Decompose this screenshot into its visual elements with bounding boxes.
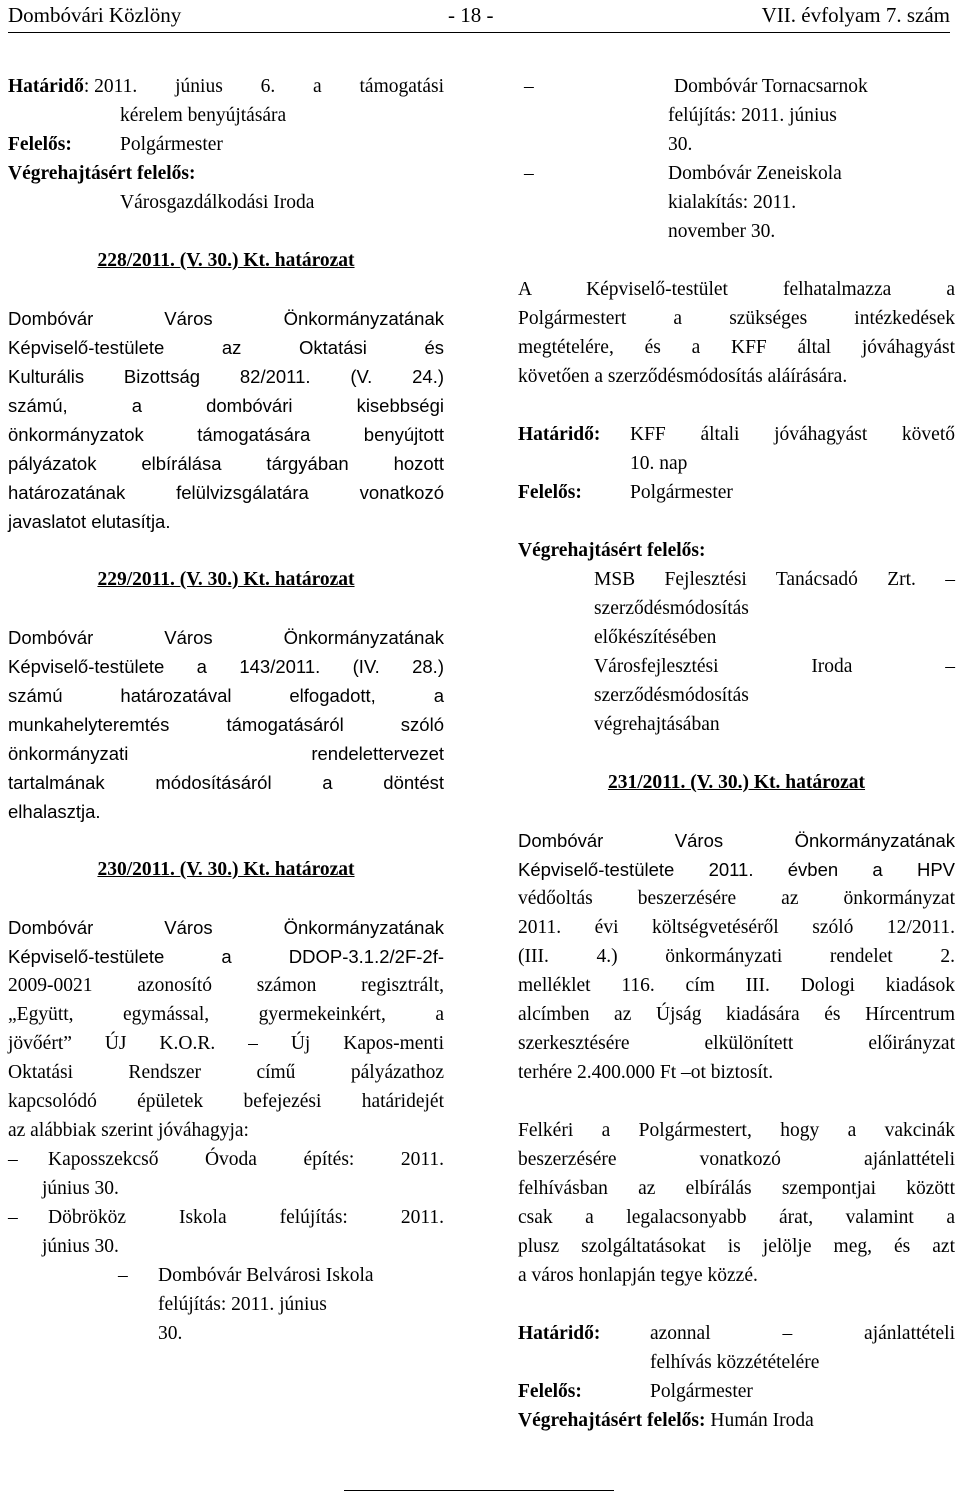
page-header xyxy=(8,0,950,33)
deadline-value: KFF általi jóváhagyást követő xyxy=(630,424,955,445)
resolution-231-heading: 231/2011. (V. 30.) Kt. határozat xyxy=(607,772,866,793)
responsible-value: Polgármester xyxy=(630,482,733,503)
right-column: – Dombóvár Tornacsarnok felújítás: 2011. június 30. – Dombóvár Zeneiskola kialakítás: 2011. november 30. A Képviselő-testület felhatalmazza a Polgármestert a szükséges intézkedések megtételére, és a KFF által jóváhagyást követően a szerződésmódosítás aláírására. Határidő: KFF általi jóváhagyást követő 10. nap Felelős: Polgármester Végrehajtásért felelős: MSB Fejlesztési Tanácsadó Zrt. – szerződésmódosítás előkészítésében Városfejlesztési Iroda – szerződésmódosítás végrehajtásában 231/2011. (V. 30.) Kt. határozat Dombóvár Város Önkormányzatának Képviselő-testülete 2011. évben a HPV védőoltás beszerzésére az önkormányzat 2011. évi költségvetéséről szóló 12/2011. (III. 4.) önkormányzati rendelet 2. melléklet 116. cím III. Dologi kiadások alcímben az Újság kiadására és Hírcentrum szerkesztésére elkülönített előirányzat terhére 2.400.000 Ft –ot biztosít. Felkéri a Polgármestert, hogy a vakcinák beszerzésére vonatkozó ajánlattételi felhívásban az elbírálás szempontjai között csak a legalacsonyabb árat, valamint a plusz szolgáltatásokat is jelölje meg, és azt a város honlapján tegye közzé. Határidő: azonnal – ajánlattételi felhívás közzétételére Felelős: Polgármester Végrehajtásért felelős: Humán Iroda xyxy=(518,72,955,1435)
responsible-label: Felelős: xyxy=(518,1381,582,1402)
authorization-paragraph: A Képviselő-testület felhatalmazza a Polgármestert a szükséges intézkedések megtételére, és a KFF által jóváhagyást követően a szerződésmódosítás aláírására. xyxy=(518,279,955,387)
execution-label: Végrehajtásért felelős: xyxy=(8,163,196,184)
responsible-row xyxy=(518,478,955,507)
responsible-label: Felelős: xyxy=(8,134,72,155)
resolution-231-body: Dombóvár Város Önkormányzatának Képviselő-testülete 2011. évben a HPV védőoltás beszerzésére az önkormányzat 2011. évi költségvetéséről szóló 12/2011. (III. 4.) önkormányzati rendelet 2. melléklet 116. cím III. Dologi kiadások alcímben az Újság kiadására és Hírcentrum szerkesztésére elkülönített előirányzat terhére 2.400.000 Ft –ot biztosít. xyxy=(518,830,955,1083)
deadline-value: azonnal – ajánlattételi xyxy=(650,1323,955,1344)
responsible-value: Polgármester xyxy=(650,1381,753,1402)
deadline-continuation: 10. nap xyxy=(630,453,688,474)
resolution-229-body: Dombóvár Város Önkormányzatának Képviselő-testülete a 143/2011. (IV. 28.) számú határozatával elfogadott, a munkahelyteremtés támogatásáról szóló önkormányzati rendelettervezet tartalmának módosításáról a döntést elhalasztja. xyxy=(8,627,444,822)
request-paragraph: Felkéri a Polgármestert, hogy a vakcinák beszerzésére vonatkozó ajánlattételi felhívásban az elbírálás szempontjai között csak a legalacsonyabb árat, valamint a plusz szolgáltatásokat is jelölje meg, és azt a város honlapján tegye közzé. xyxy=(518,1120,955,1286)
deadline-row xyxy=(518,420,955,449)
resolution-230-body: Dombóvár Város Önkormányzatának Képviselő-testülete a DDOP-3.1.2/2F-2f- 2009-0021 azonosító számon regisztrált, „Együtt, egymással, gyermekeinkért, a jövőért” ÚJ K.O.R. – Új Kapos-menti Oktatási Rendszer című pályázathoz kapcsolódó épületek befejezési határidejét az alábbiak szerint jóváhagyja: xyxy=(8,917,444,1141)
resolution-230-heading: 230/2011. (V. 30.) Kt. határozat xyxy=(97,859,355,880)
resolution-228-body: Dombóvár Város Önkormányzatának Képviselő-testülete az Oktatási és Kulturális Bizottság 82/2011. (V. 24.) számú, a dombóvári kisebbségi önkormányzatok támogatására benyújtott pályázatok elbírálása tárgyában hozott határozatának felülvizsgálatára vonatkozó javaslatot elutasítja. xyxy=(8,308,444,532)
deadline-continuation: kérelem benyújtására xyxy=(120,105,287,126)
deadline-value: 2011. június 6. a támogatási xyxy=(94,76,444,97)
publication-title: Dombóvári Közlöny xyxy=(8,3,182,27)
responsible-value: Polgármester xyxy=(120,134,223,155)
deadline-row xyxy=(518,1319,955,1348)
execution-row xyxy=(518,1406,955,1435)
list-item: – Kaposszekcső Óvoda építés: 2011. xyxy=(8,1149,444,1170)
deadline-row: Határidő : 2011. június 6. a támogatási xyxy=(8,72,444,101)
left-column: Határidő : 2011. június 6. a támogatási kérelem benyújtására Felelős: Polgármester Végrehajtásért felelős: Városgazdálkodási Iroda 228/2011. (V. 30.) Kt. határozat Dombóvár Város Önkormányzatának Képviselő-testülete az Oktatási és Kulturális Bizottság 82/2011. (V. 24.) számú, a dombóvári kisebbségi önkormányzatok támogatására benyújtott pályázatok elbírálása tárgyában hozott határozatának felülvizsgálatára vonatkozó javaslatot elutasítja. 229/2011. (V. 30.) Kt. határozat Dombóvár Város Önkormányzatának Képviselő-testülete a 143/2011. (IV. 28.) számú határozatával elfogadott, a munkahelyteremtés támogatásáról szóló önkormányzati rendelettervezet tartalmának módosításáról a döntést elhalasztja. 230/2011. (V. 30.) Kt. határozat Dombóvár Város Önkormányzatának Képviselő-testülete a DDOP-3.1.2/2F-2f- 2009-0021 azonosító számon regisztrált, „Együtt, egymással, gyermekeinkért, a jövőért” ÚJ K.O.R. – Új Kapos-menti Oktatási Rendszer című pályázathoz kapcsolódó épületek befejezési határidejét az alábbiak szerint jóváhagyja: – Kaposszekcső Óvoda építés: 2011. június 30. – Döbrököz Iskola felújítás: 2011. június 30. – Dombóvár Belvárosi Iskola felújítás: 2011. június 30. xyxy=(8,72,444,1348)
execution-label: Végrehajtásért felelős: xyxy=(518,1410,706,1431)
list-item: – Döbrököz Iskola felújítás: 2011. xyxy=(8,1207,444,1228)
deadline-label: Határidő xyxy=(8,76,84,97)
list-item: – Dombóvár Zeneiskola xyxy=(524,163,842,184)
deadline-continuation: felhívás közzétételére xyxy=(650,1352,820,1373)
list-item: – Dombóvár Tornacsarnok xyxy=(524,76,868,97)
responsible-row xyxy=(518,1377,955,1406)
resolution-228-heading: 228/2011. (V. 30.) Kt. határozat xyxy=(97,250,355,271)
responsible-row xyxy=(8,130,444,159)
deadline-label: Határidő: xyxy=(518,1323,601,1344)
responsible-label: Felelős: xyxy=(518,482,582,503)
deadline-label: Határidő: xyxy=(518,424,601,445)
execution-value: Városgazdálkodási Iroda xyxy=(120,192,315,213)
list-item: – Dombóvár Belvárosi Iskola felújítás: 2011. június 30. xyxy=(118,1265,374,1344)
issue-info: VII. évfolyam 7. szám xyxy=(761,3,950,27)
page-number: - 18 - xyxy=(448,3,494,27)
execution-value: Humán Iroda xyxy=(710,1410,814,1431)
footer-rule xyxy=(344,1490,614,1491)
execution-list: MSB Fejlesztési Tanácsadó Zrt. – szerződésmódosítás előkészítésében Városfejlesztési Iroda – szerződésmódosítás végrehajtásában xyxy=(594,569,955,735)
execution-label: Végrehajtásért felelős: xyxy=(518,540,706,561)
resolution-229-heading: 229/2011. (V. 30.) Kt. határozat xyxy=(97,569,355,590)
